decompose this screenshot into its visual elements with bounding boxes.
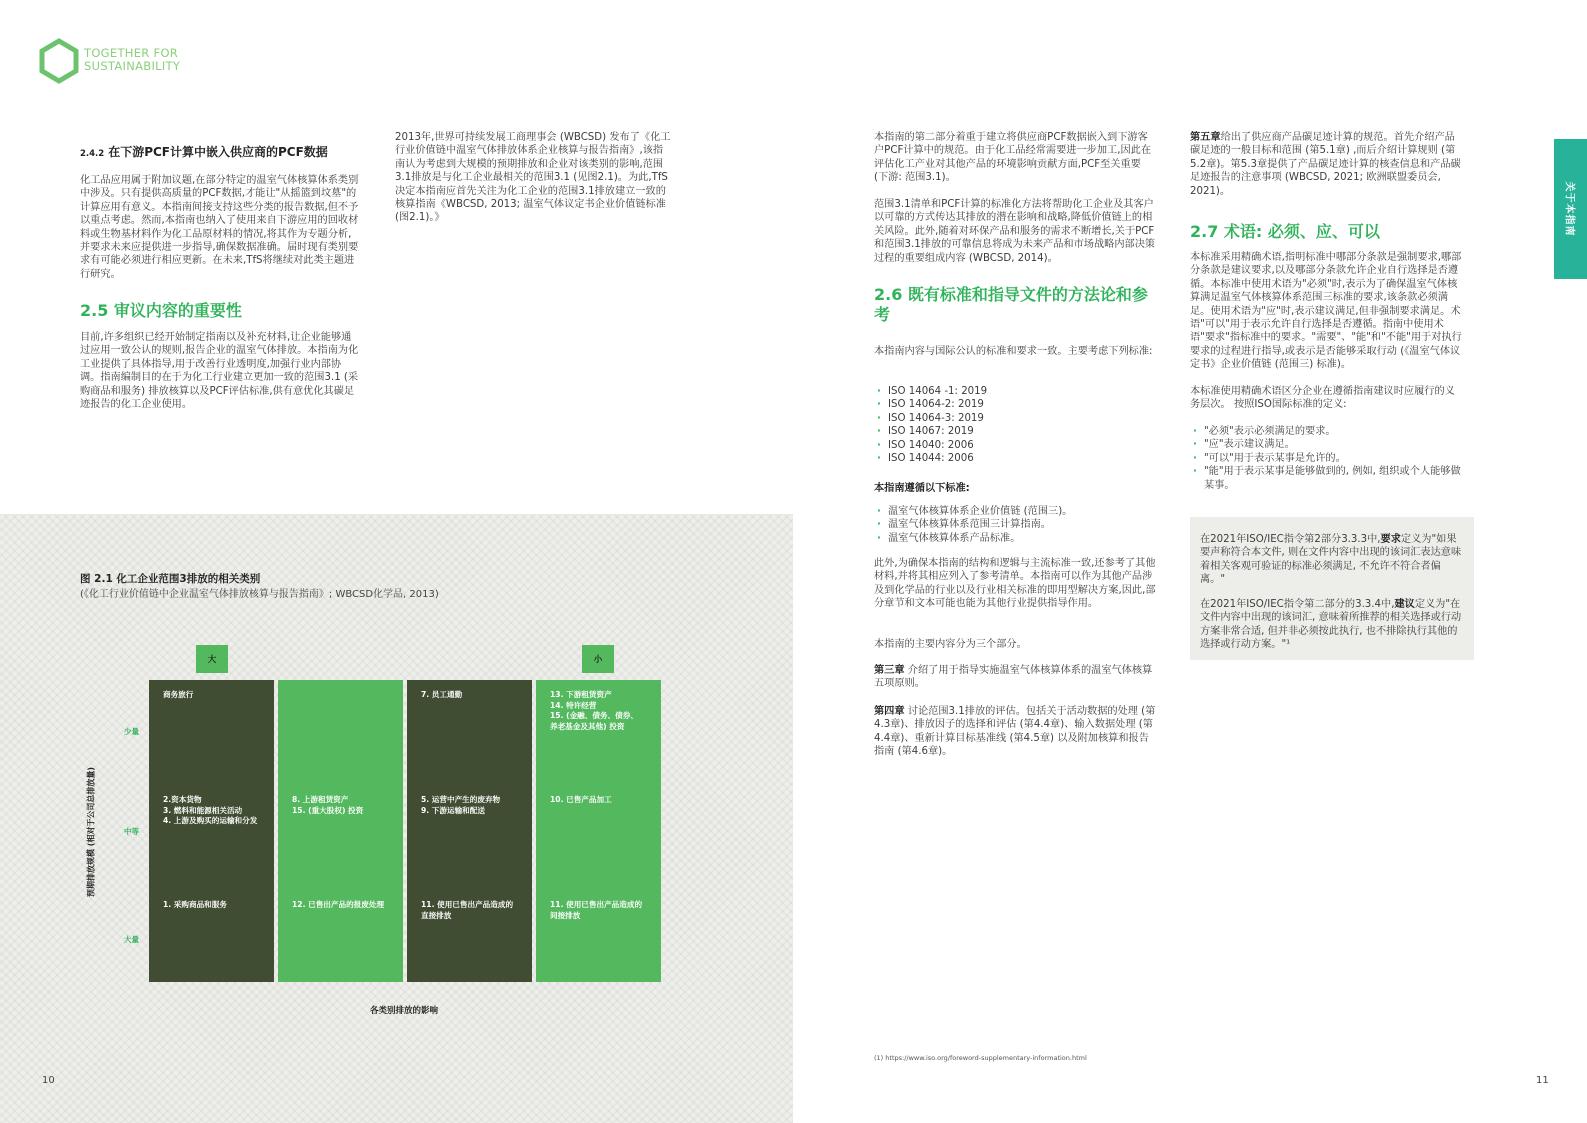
tag-large: 大 (196, 645, 228, 673)
chapter-4-text: 讨论范围3.1排放的评估。包括关于活动数据的处理 (第4.3章)、排放因子的选择和评估 (第4.4章)、输入数据处理 (第4.4章)、重新计算目标基准线 (第4.5章) 以及附加核算和报告指南 (第4.6章)。 (874, 706, 1156, 758)
chapter-5-label: 第五章 (1190, 132, 1221, 143)
right-c1-p4: 本指南的主要内容分为三个部分。 (874, 639, 1027, 650)
note-text: 在2021年ISO/IEC指令第2部分3.3.3中, (1200, 534, 1381, 545)
right-c1-p2: 范围3.1清单和PCF计算的标准化方法将帮助化工企业及其客户以可靠的方式传达其排放的潜在影响和战略,降低价值链上的相关风险。此外,随着对环保产品和服务的需求不断增长,关于PCF和范围3.1排放的可靠信息将成为未来产品和市场战略内部决策过程的重要组成内容 (WBCSD, 2014)。 (874, 199, 1156, 264)
level-high: 大量 (124, 935, 139, 944)
figure-subtitle: (《化工行业价值链中企业温室气体排放核算与报告指南》; WBCSD化学品, 2013) (80, 589, 439, 600)
section-2-7-title: 2.7 术语: 必须、应、可以 (1190, 222, 1380, 241)
section-2-4-2 (80, 143, 360, 281)
logo-line2: SUSTAINABILITY (84, 59, 181, 73)
section-number: 2.4.2 (80, 149, 105, 159)
section-2-7-body2: 本标准使用精确术语区分企业在遵循指南建议时应履行的义务层次。 按照ISO国际标准的定义: (1190, 386, 1455, 411)
term-definitions-list (1190, 425, 1465, 492)
iso-note-box (1190, 517, 1474, 660)
chapter-4-label: 第四章 (874, 706, 905, 717)
y-axis-label-wrap (84, 757, 98, 907)
list-item: · ISO 14040: 2006 (874, 439, 1157, 452)
list-item: · "能"用于表示某事是能够做到的, 例如, 组织或个人能够做某事。 (1190, 465, 1465, 492)
figure-title: 图 2.1 化工企业范围3排放的相关类别 (80, 573, 261, 585)
page-number-left: 10 (42, 1075, 55, 1086)
cell-c4-mid: 10. 已售产品加工 (550, 795, 612, 804)
section-2-6-title: 2.6 既有标准和指导文件的方法论和参考 (874, 285, 1148, 324)
category-column-1 (149, 680, 274, 982)
chapter-4-desc (874, 705, 1157, 759)
chapter-5-desc (1190, 131, 1465, 198)
footnote: (1) https://www.iso.org/foreword-supplementary-information.html (874, 1054, 1087, 1062)
category-column-2 (278, 680, 403, 982)
list-item: · ISO 14044: 2006 (874, 452, 1157, 465)
page-number-right: 11 (1536, 1075, 1549, 1086)
cell-c4-bot: 11. 使用已售出产品造成的 间接排放 (550, 900, 643, 920)
follow-standards-list (874, 505, 1157, 545)
cell-c1-bot: 1. 采购商品和服务 (163, 900, 227, 909)
side-tab-label: 关于本指南 (1563, 181, 1574, 237)
note-text: 在2021年ISO/IEC指令第二部分的3.3.4中, (1200, 599, 1395, 610)
right-c1-p3: 此外,为确保本指南的结构和逻辑与主流标准一致,还参考了其他材料,并将其相应列入了参考清单。本指南可以作为其他产品涉及到化学品的行业以及行业相关标准的即用型解决方案,因此,部分章节和文本可能也能为其他行业提供指导作用。 (874, 558, 1156, 610)
cell-c2-mid: 8. 上游租赁资产 15. (重大股权) 投资 (292, 795, 364, 815)
note-text: 定义为"如果要声称符合本文件, 则在文件内容中出现的该词汇表达意味着相关客观可验证的标准必须满足, 不允许不符合者偏离。" (1200, 534, 1462, 586)
cell-c3-bot: 11. 使用已售出产品造成的 直接排放 (421, 900, 514, 920)
note-term-recommendation: 建议 (1394, 599, 1415, 610)
right-c1-p1: 本指南的第二部分着重于建立将供应商PCF数据嵌入到下游客户PCF计算中的规范。由于化工品经常需要进一步加工,因此在评估化工产业对其他产品的环境影响贡献方面,PCF至关重要 (下游: 范围3.1)。 (874, 132, 1152, 184)
section-body: 化工品应用属于附加议题,在部分特定的温室气体核算体系类别中涉及。只有提供高质量的PCF数据,才能让"从摇篮到坟墓"的计算应用有意义。本指南间接支持这些分类的报告数据,但不予以重点考虑。然而,本指南也纳入了使用来自下游应用的回收材料或生物基材料作为化工品原材料的情况,将其作为专题分析,并要求未来应提供进一步指导,确保数据准确。届时现有类别要求有可能必须进行相应更新。在未来,TfS将继续对此类主题进行研究。 (80, 175, 359, 280)
list-item: · "可以"用于表示某事是允许的。 (1190, 452, 1465, 465)
list-item: · "必须"表示必须满足的要求。 (1190, 425, 1465, 438)
logo-line1: TOGETHER FOR (84, 46, 179, 60)
hexagon-logo-icon (38, 38, 80, 84)
note-paragraph-2 (1200, 598, 1464, 652)
cell-c4-top: 13. 下游租赁资产 14. 特许经营 15. (金融、债务、债券、 养老基金及其他) 投资 (550, 690, 638, 731)
list-item: · 温室气体核算体系企业价值链 (范围三)。 (874, 505, 1157, 518)
list-item: · 温室气体核算体系范围三计算指南。 (874, 518, 1157, 531)
list-item: · 温室气体核算体系产品标准。 (874, 532, 1157, 545)
section-2-5-body: 目前,许多组织已经开始制定指南以及补充材料,让企业能够通过应用一致公认的规则,报告企业的温室气体排放。本指南为化工业提供了具体指导,用于改善行业透明度,加强行业内部协调。指南编制目的在于为化工行业建立更加一致的范围3.1 (采购商品和服务) 排放核算以及PCF评估标准,供有意优化其碳足迹报告的化工企业使用。 (80, 332, 359, 411)
iso-standards-list (874, 385, 1157, 465)
x-axis-label: 各类别排放的影响 (370, 1006, 439, 1016)
section-title: 在下游PCF计算中嵌入供应商的PCF数据 (108, 145, 328, 159)
section-2-5-title: 2.5 审议内容的重要性 (80, 301, 242, 320)
list-item: · ISO 14064 -1: 2019 (874, 385, 1157, 398)
note-term-requirement: 要求 (1380, 534, 1401, 545)
cell-c1-top: 商务旅行 (163, 690, 194, 699)
chapter-3-desc (874, 664, 1157, 691)
logo (38, 38, 80, 88)
tag-small: 小 (582, 645, 614, 673)
side-tab[interactable] (1554, 139, 1587, 279)
category-column-4 (536, 680, 661, 982)
list-item: · ISO 14064-3: 2019 (874, 412, 1157, 425)
cell-c3-top: 7. 员工通勤 (421, 690, 463, 699)
category-column-3 (407, 680, 532, 982)
note-text: 定义为"在文件内容中出现的该词汇, 意味着所推荐的相关选择或行动方案非常合适, 但并非必须按此执行, 也不排除执行其他的选择或行动方案。"¹ (1200, 599, 1462, 651)
chapter-5-text: 给出了供应商产品碳足迹计算的规范。首先介绍产品碳足迹的一般目标和范围 (第5.1章) ,而后介绍计算规则 (第5.2章)。第5.3章提供了产品碳足迹计算的核查信息和产品碳足迹报告的注意事项 (WBCSD, 2021; 欧洲联盟委员会, 2021)。 (1190, 132, 1461, 197)
section-2-6-intro: 本指南内容与国际公认的标准和要求一致。主要考虑下列标准: (874, 346, 1153, 357)
level-mid: 中等 (124, 827, 139, 836)
cell-c1-mid: 2.资本货物 3. 燃料和能源相关活动 4. 上游及购买的运输和分发 (163, 795, 258, 825)
cell-c3-mid: 5. 运营中产生的废弃物 9. 下游运输和配送 (421, 795, 501, 815)
list-item: · ISO 14067: 2019 (874, 425, 1157, 438)
logo-text (84, 47, 180, 73)
column2-body: 2013年,世界可持续发展工商理事会 (WBCSD) 发布了《化工行业价值链中温室气体排放体系企业核算与报告指南》,该指南认为考虑到大规模的预期排放和企业对该类别的影响,范围3.1排放是与化工企业最相关的范围3.1 (见图2.1)。为此,TfS决定本指南应首先关注为化工企业的范围3.1排放建立一致的核算指南《WBCSD, 2013; 温室气体议定书企业价值链标准 (图2.1)。》 (395, 132, 671, 224)
chapter-3-text: 介绍了用于指导实施温室气体核算体系的温室气体核算五项原则。 (874, 665, 1153, 690)
list-item: · "应"表示建议满足。 (1190, 438, 1465, 451)
level-low: 少量 (124, 727, 139, 736)
follow-heading: 本指南遵循以下标准: (874, 483, 970, 494)
y-axis-label: 预期排放规模 (相对于公司总排放量) (86, 766, 96, 898)
list-item: · ISO 14064-2: 2019 (874, 398, 1157, 411)
section-2-7-body: 本标准采用精确术语,指明标准中哪部分条款是强制要求,哪部分条款是建议要求,以及哪部分条款允许企业自行选择是否遵循。本标准中使用术语为"必须"时,表示为了确保温室气体核算满足温室气体核算体系范围三标准的要求,该条款必须满足。使用术语为"应"时,表示建议满足,但非强制要求满足。术语"可以"用于表示允许自行选择是否遵循。指南中使用术语"要求"指标准中的要求。"需要"、"能"和"不能"用于对执行要求的过程进行指导,或表示是否能够采取行动 (《温室气体议定书》企业价值链 (范围三) 标准)。 (1190, 252, 1462, 371)
note-paragraph-1 (1200, 533, 1464, 587)
chapter-3-label: 第三章 (874, 665, 905, 676)
cell-c2-bot: 12. 已售出产品的报废处理 (292, 900, 385, 909)
